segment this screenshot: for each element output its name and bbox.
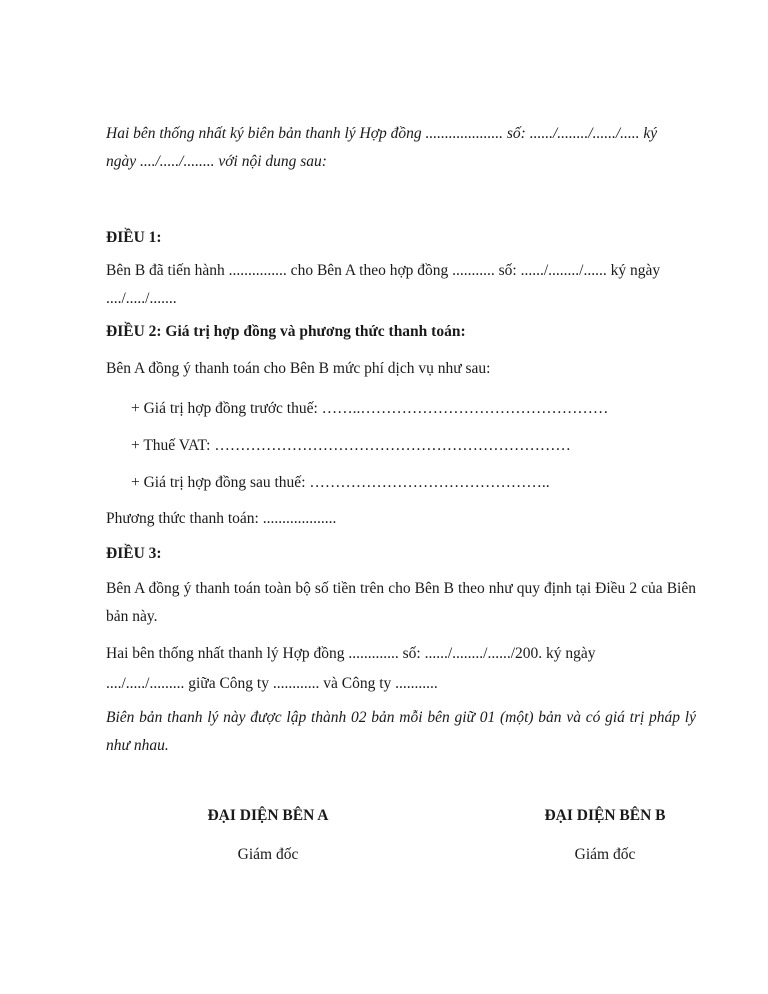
dieu2-item-post-tax: + Giá trị hợp đồng sau thuế: ……………………………………….. bbox=[131, 474, 550, 491]
dieu2-item-vat: + Thuế VAT: …………………………………………………………… bbox=[131, 437, 571, 454]
intro-line-2: ngày ..../...../........ với nội dung sau: bbox=[106, 153, 327, 170]
dieu1-heading: ĐIỀU 1: bbox=[106, 229, 162, 246]
dieu1-line-2: ..../...../....... bbox=[106, 290, 177, 307]
signature-b-role: Giám đốc bbox=[574, 846, 636, 863]
dieu1-line-1: Bên B đã tiến hành ............... cho Bên A theo hợp đồng ........... số: ....../......../...... ký ngày bbox=[106, 262, 661, 279]
dieu2-item-pre-tax: + Giá trị hợp đồng trước thuế: ……..………………………………………… bbox=[131, 400, 609, 417]
dieu3-heading: ĐIỀU 3: bbox=[106, 545, 162, 562]
signature-block-a bbox=[168, 806, 368, 865]
dieu2-heading: ĐIỀU 2: Giá trị hợp đồng và phương thức thanh toán: bbox=[106, 323, 466, 340]
signature-a-role: Giám đốc bbox=[237, 846, 299, 863]
intro-line-1: Hai bên thống nhất ký biên bản thanh lý Hợp đồng .................... số: ....../......../....../..... ký bbox=[106, 125, 658, 142]
dieu2-intro: Bên A đồng ý thanh toán cho Bên B mức phí dịch vụ như sau: bbox=[106, 360, 491, 377]
signature-b-title: ĐẠI DIỆN BÊN B bbox=[544, 807, 666, 824]
signature-block-b bbox=[505, 806, 705, 865]
closing-statement: Biên bản thanh lý này được lập thành 02 bản mỗi bên giữ 01 (một) bản và có giá trị pháp lý như nhau. bbox=[106, 709, 696, 754]
dieu2-payment-method: Phương thức thanh toán: ................... bbox=[106, 510, 337, 527]
dieu3-para-2-line-2: ..../...../......... giữa Công ty ............ và Công ty ........... bbox=[106, 675, 438, 692]
dieu3-para-1: Bên A đồng ý thanh toán toàn bộ số tiền trên cho Bên B theo như quy định tại Điều 2 của Biên bản này. bbox=[106, 580, 696, 625]
signature-a-title: ĐẠI DIỆN BÊN A bbox=[207, 807, 329, 824]
dieu3-para-2-line-1: Hai bên thống nhất thanh lý Hợp đồng ............. số: ....../......../....../200. ký ngày bbox=[106, 645, 596, 662]
